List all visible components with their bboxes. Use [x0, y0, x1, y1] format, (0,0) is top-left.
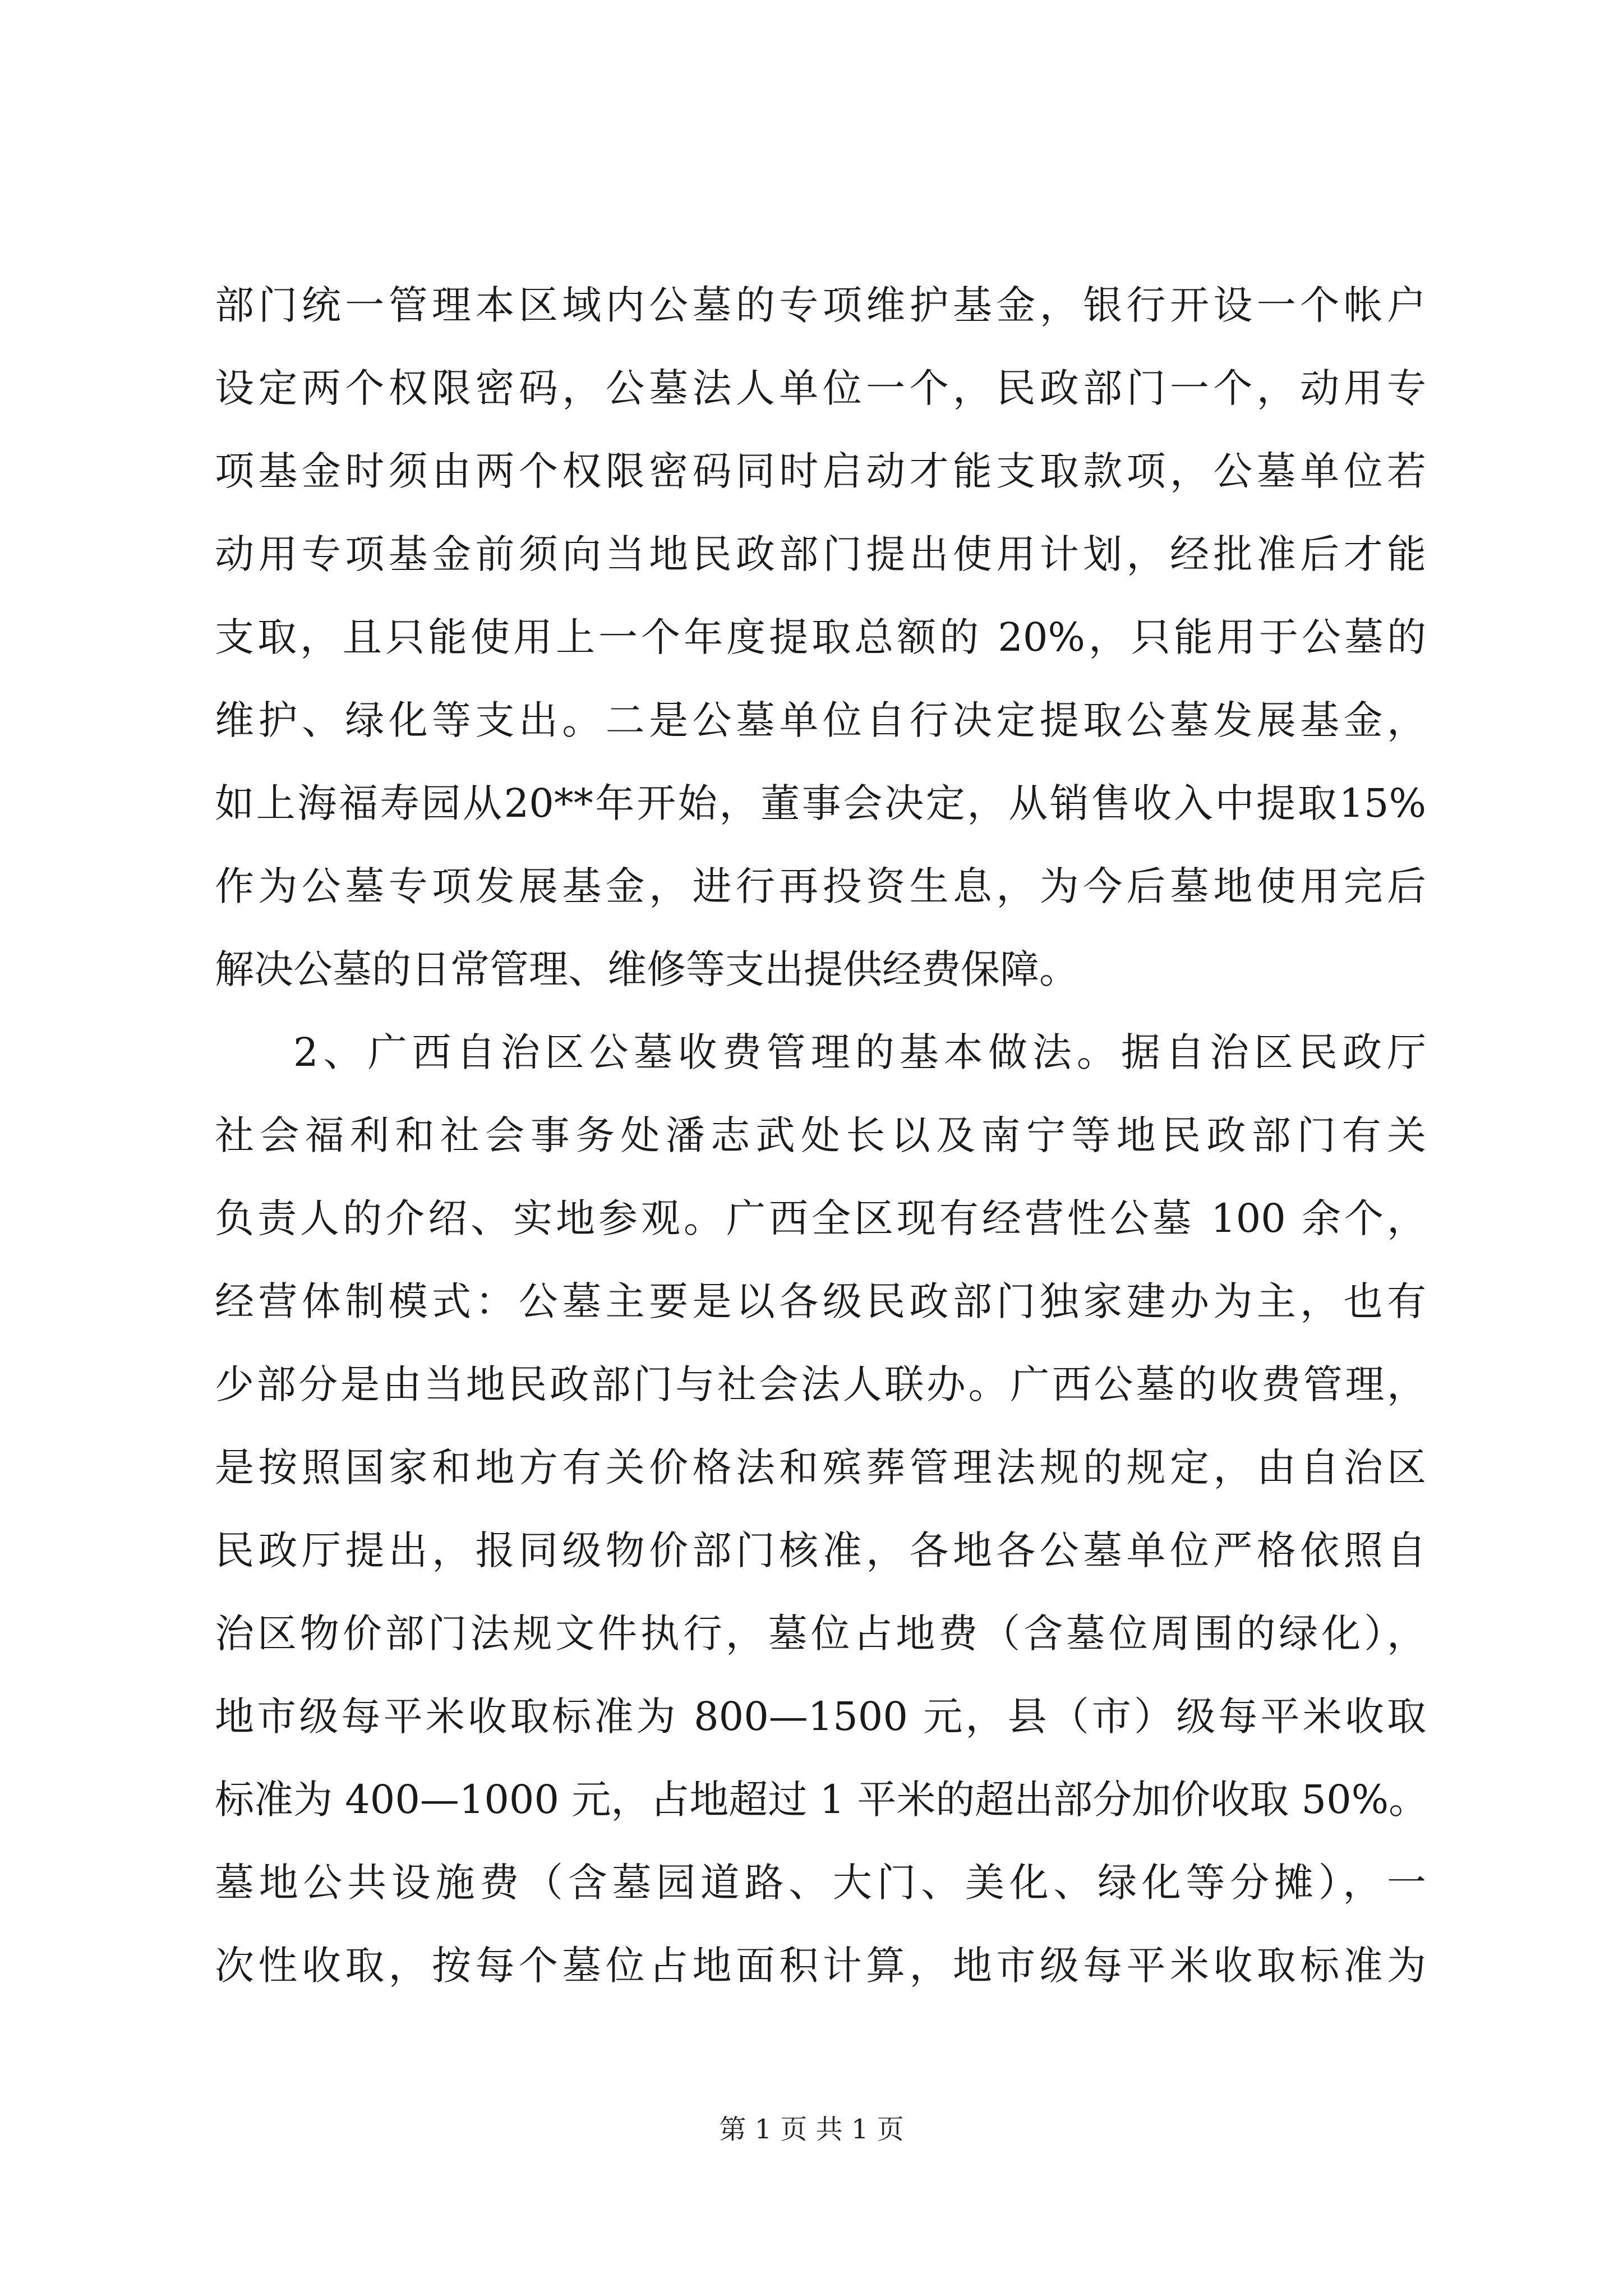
text-line: 设定两个权限密码，公墓法人单位一个，民政部门一个，动用专 [215, 365, 1426, 411]
text-line: 次性收取，按每个墓位占地面积计算，地市级每平米收取标准为 [215, 1943, 1426, 1989]
text-line: 动用专项基金前须向当地民政部门提出使用计划，经批准后才能 [215, 531, 1426, 577]
text-line: 社会福利和社会事务处潘志武处长以及南宁等地民政部门有关 [215, 1112, 1426, 1158]
text-line: 民政厅提出，报同级物价部门核准，各地各公墓单位严格依照自 [215, 1527, 1426, 1573]
text-line: 项基金时须由两个权限密码同时启动才能支取款项，公墓单位若 [215, 448, 1426, 494]
paragraph-2 [215, 1011, 1426, 2007]
text-line: 支取，且只能使用上一个年度提取总额的 20%，只能用于公墓的 [215, 614, 1426, 660]
text-line: 负责人的介绍、实地参观。广西全区现有经营性公墓 100 余个， [215, 1195, 1426, 1241]
text-line: 经营体制模式：公墓主要是以各级民政部门独家建办为主，也有 [215, 1278, 1426, 1324]
text-line: 治区物价部门法规文件执行，墓位占地费（含墓位周围的绿化）， [215, 1611, 1426, 1657]
text-line: 部门统一管理本区域内公墓的专项维护基金，银行开设一个帐户 [215, 282, 1426, 328]
paragraph-1 [215, 264, 1426, 1011]
text-line: 地市级每平米收取标准为 800—1500 元，县（市）级每平米收取 [215, 1694, 1426, 1740]
document-body [215, 264, 1426, 2007]
text-line: 标准为 400—1000 元，占地超过 1 平米的超出部分加价收取 50%。 [215, 1777, 1428, 1823]
text-line: 是按照国家和地方有关价格法和殡葬管理法规的规定，由自治区 [215, 1444, 1426, 1490]
text-line: 如上海福寿园从20**年开始，董事会决定，从销售收入中提取15% [215, 780, 1426, 826]
text-line: 维护、绿化等支出。二是公墓单位自行决定提取公墓发展基金， [215, 697, 1426, 743]
text-line: 作为公墓专项发展基金，进行再投资生息，为今后墓地使用完后 [215, 863, 1426, 909]
page-footer: 第 1 页 共 1 页 [719, 2114, 904, 2145]
text-line: 解决公墓的日常管理、维修等支出提供经费保障。 [215, 946, 1078, 992]
text-line: 少部分是由当地民政部门与社会法人联办。广西公墓的收费管理， [215, 1361, 1426, 1407]
text-line: 墓地公共设施费（含墓园道路、大门、美化、绿化等分摊），一 [215, 1860, 1426, 1906]
text-line: 2、广西自治区公墓收费管理的基本做法。据自治区民政厅 [293, 1029, 1426, 1075]
